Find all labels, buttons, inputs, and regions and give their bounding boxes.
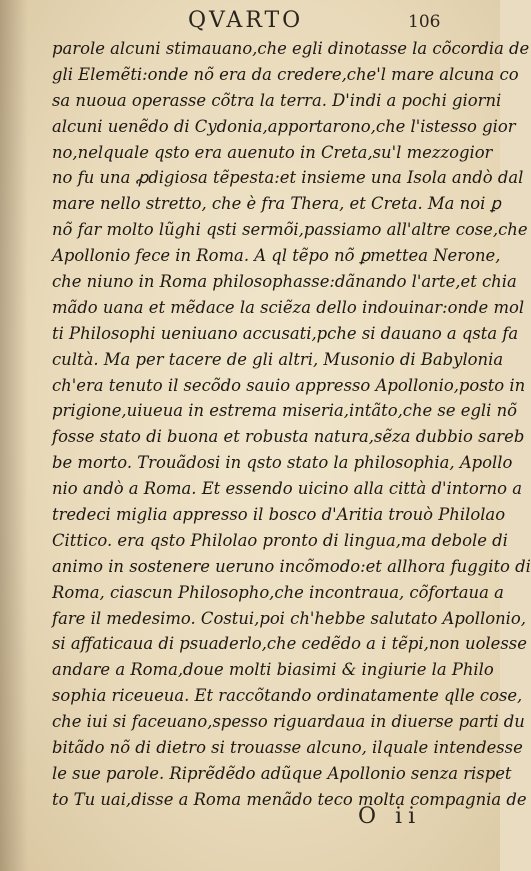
text-line: sa nuoua operasse cõtra la terra. D'indi a pochi giorni: [52, 90, 502, 110]
text-line: sophia riceueua. Et raccõtando ordinatamente qlle cose,: [52, 686, 523, 706]
text-line: che niuno in Roma philosophasse:dãnando l'arte,et chia: [52, 272, 517, 292]
text-line: si affaticaua di psuaderlo,che cedẽdo a i tẽpi,non uolesse: [52, 634, 527, 654]
text-line: prigione,uiueua in estrema miseria,intãto,che se egli nõ: [52, 401, 518, 421]
text-line: cultà. Ma per tacere de gli altri, Musonio di Babylonia: [52, 349, 504, 369]
text-line: Cittico. era qsto Philolao pronto di lingua,ma debole di: [52, 530, 508, 550]
text-line: fare il medesimo. Costui,poi ch'hebbe salutato Apollonio,: [52, 608, 526, 628]
body-text: [52, 36, 531, 813]
running-head: QVARTO: [188, 8, 304, 33]
page-number: 106: [408, 12, 441, 32]
text-line: ti Philosophi ueniuano accusati,pche si dauano a qsta fa: [52, 323, 519, 343]
text-line: mãdo uana et mẽdace la sciẽza dello indouinar:onde mol: [52, 297, 525, 317]
text-line: andare a Roma,doue molti biasimi & ingiurie la Philo: [52, 660, 494, 680]
text-line: le sue parole. Riprẽdẽdo adũque Apollonio senza rispet: [52, 763, 512, 783]
page-header: [0, 6, 500, 36]
text-line: animo in sostenere ueruno incõmodo:et allhora fuggito di: [52, 556, 531, 576]
text-line: nio andò a Roma. Et essendo uicino alla città d'intorno a: [52, 479, 522, 499]
text-line: gli Elemẽti:onde nõ era da credere,che'l mare alcuna co: [52, 64, 519, 84]
text-line: no fu una ꝓdigiosa tẽpesta:et insieme una Isola andò dal: [52, 168, 524, 188]
text-line: parole alcuni stimauano,che egli dinotasse la cõcordia de: [52, 39, 530, 58]
spine-shadow: [0, 0, 28, 871]
text-line: tredeci miglia appresso il bosco d'Aritia trouò Philolao: [52, 505, 506, 525]
text-line: to Tu uai,disse a Roma menãdo teco molta compagnia de: [52, 789, 527, 809]
text-line: ch'era tenuto il secõdo sauio appresso Apollonio,posto in: [52, 375, 526, 395]
text-line: Apollonio fece in Roma. A ql tẽpo nõ ꝑmettea Nerone,: [52, 246, 501, 266]
text-line: bitãdo nõ di dietro si trouasse alcuno, ilquale intendesse: [52, 738, 523, 758]
text-line: mare nello stretto, che è fra Thera, et Creta. Ma noi ꝑ: [52, 194, 501, 214]
text-line: no,nelquale qsto era auenuto in Creta,su'l mezzogior: [52, 142, 493, 162]
text-line: Roma, ciascun Philosopho,che incontraua, cõfortaua a: [52, 582, 504, 602]
text-line: fosse stato di buona et robusta natura,sẽza dubbio sareb: [52, 427, 525, 447]
signature-mark: O ii: [358, 804, 422, 829]
text-line: be morto. Trouãdosi in qsto stato la philosophia, Apollo: [52, 453, 513, 473]
text-line: alcuni uenẽdo di Cydonia,apportarono,che l'istesso gior: [52, 116, 516, 136]
text-line: nõ far molto lũghi qsti sermõi,passiamo all'altre cose,che: [52, 220, 528, 240]
text-line: che iui si faceuano,spesso riguardaua in diuerse parti du: [52, 712, 525, 732]
